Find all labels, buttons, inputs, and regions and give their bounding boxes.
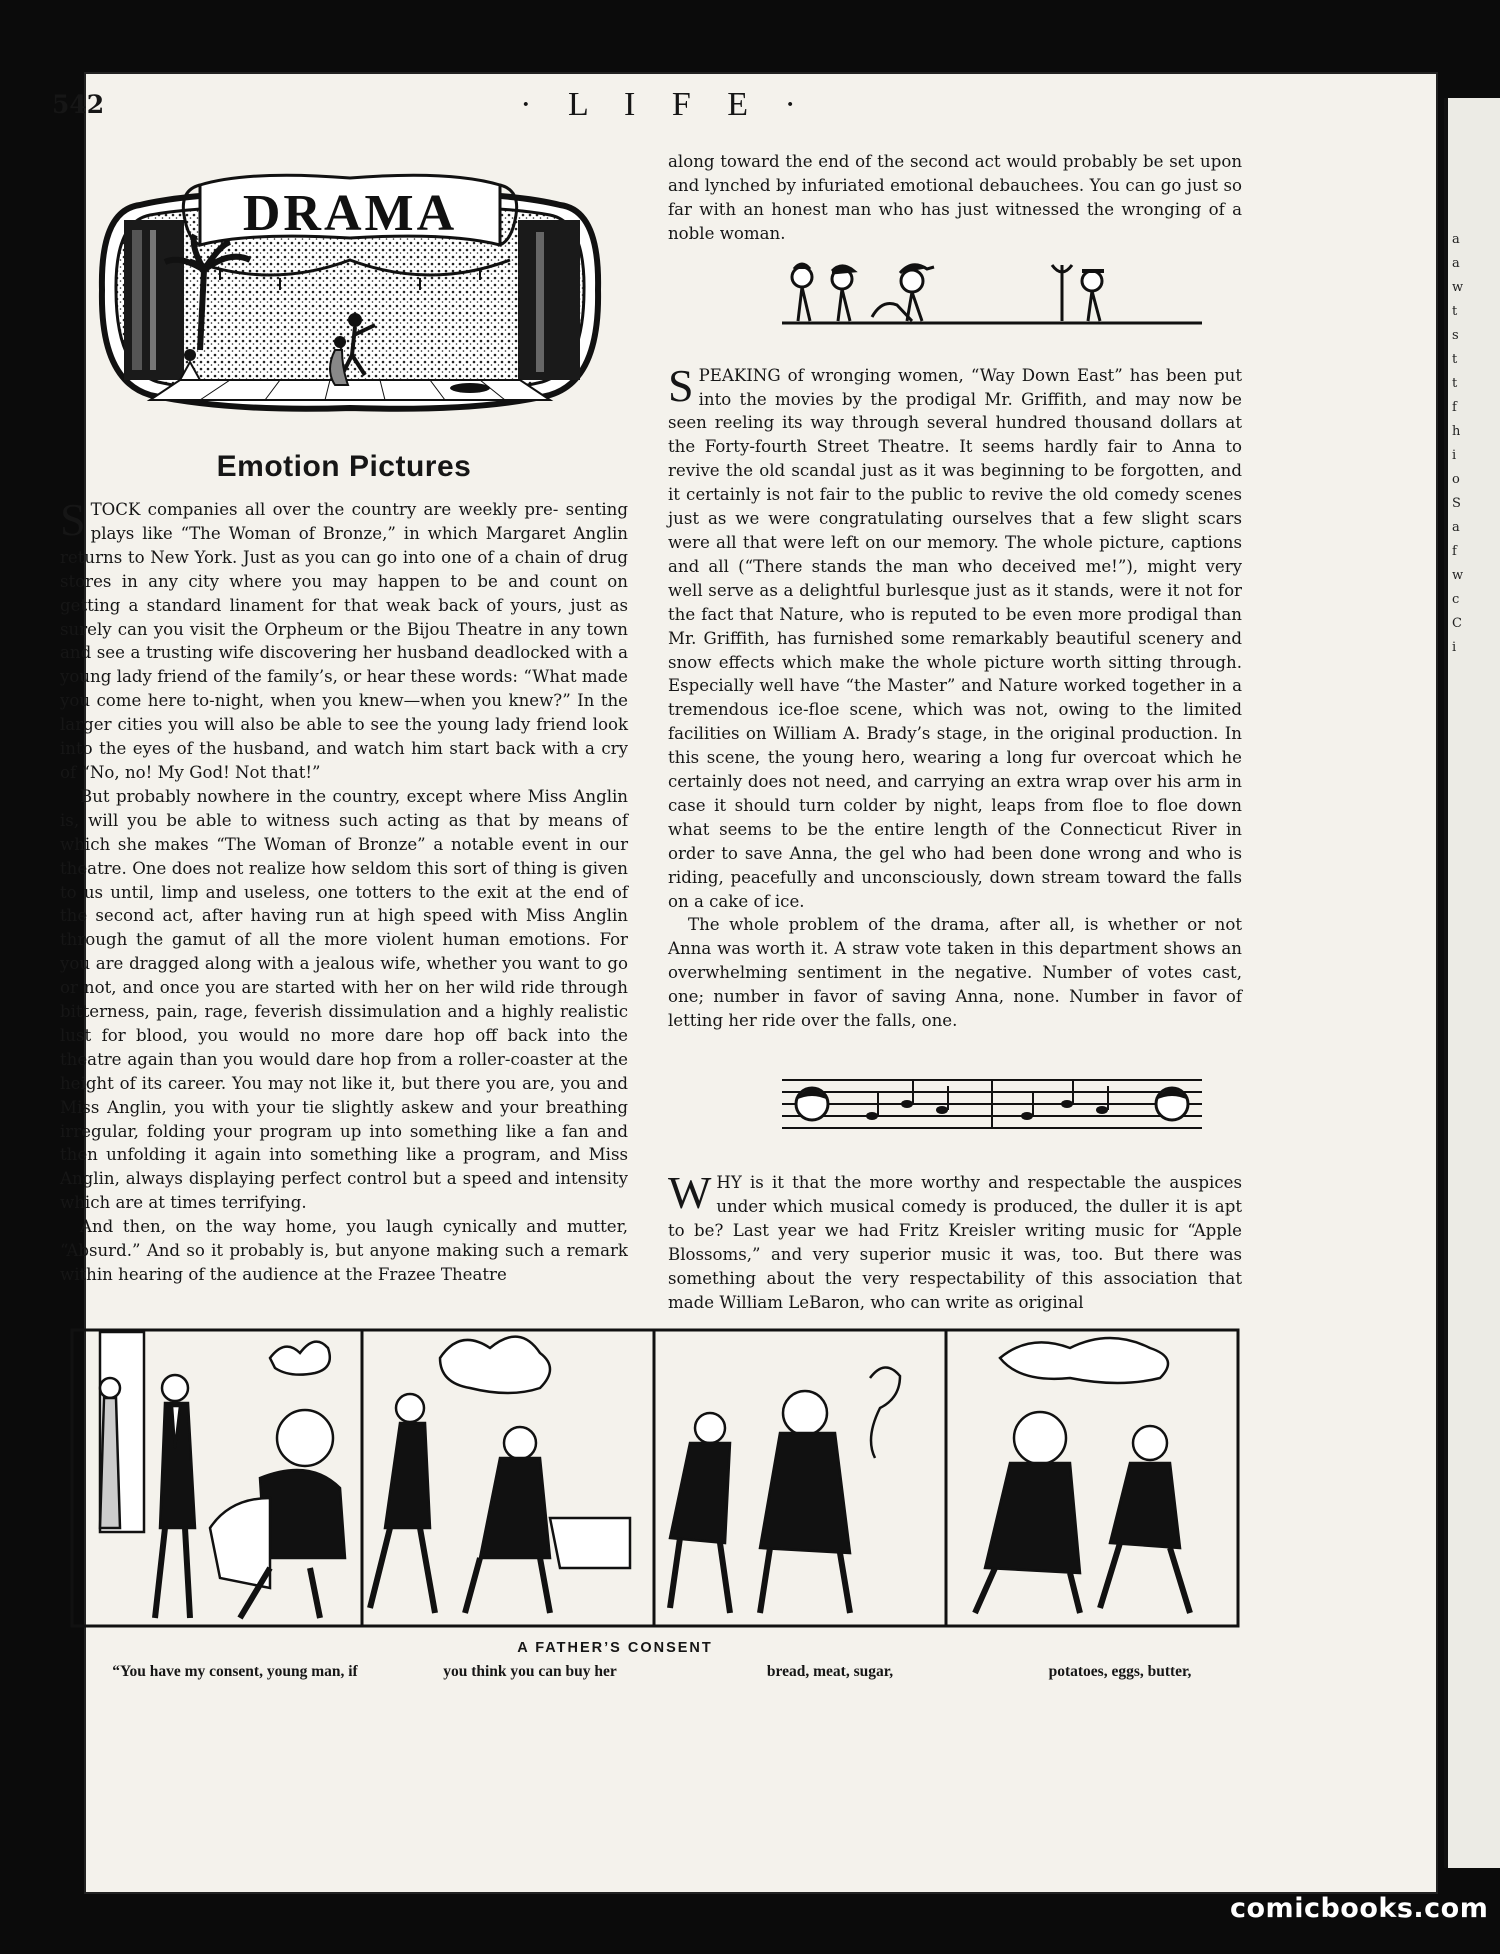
adjacent-page-edge <box>1444 98 1500 1868</box>
drop-cap-s: S <box>60 494 86 545</box>
comic-caption-2: you think you can buy her <box>443 1663 617 1680</box>
paragraph-way-down-east <box>668 359 1242 914</box>
characters-vignette <box>762 255 1222 331</box>
adjacent-page-letter: a <box>1452 520 1460 535</box>
comic-panel-2 <box>370 1337 630 1613</box>
adjacent-page-letter: w <box>1452 280 1464 295</box>
adjacent-page-letter: w <box>1452 568 1464 583</box>
source-watermark: comicbooks.com <box>1230 1893 1489 1924</box>
paragraph-stock-companies <box>60 494 628 785</box>
comic-caption-1: “You have my consent, young man, if <box>112 1663 358 1680</box>
adjacent-page-letter: t <box>1452 376 1458 391</box>
paragraph-text: PEAKING of wronging women, “Way Down East” has been put into the movies by the prodigal Mr. Griffith, and may now be seen reeling its way through several hundred thousand dollars at the Forty-fourth Street Theatre. It seems hardly fair to Anna to revive the old scandal just as it was beginning to be forgotten, and it certainly is not fair to the public to revive the old comedy scenes just as we were congratulating ourselves that a few slight scars were all that were left on our memory. The whole picture, captions and all (“There stands the man who deceived me!”), might very well serve as a delightful burlesque just as it stands, were it not for the fact that Nature, who is reputed to be even more prodigal than Mr. Griffith, has furnished some remarkably beautiful scenery and snow effects which make the whole picture worth sitting through. Especially well have “the Master” and Nature worked together in a tremendous ice-floe scene, which was not, owing to the limited facilities on William A. Brady’s stage, in the original production. In this scene, the young hero, wearing a long fur overcoat which he certainly does not need, and carrying an extra wrap over his arm in case it should turn colder by night, leaps from floe to floe down what seems to be the entire length of the Connecticut River in order to save Anna, the gel who had been done wrong and who is riding, peacefully and unconsciously, down stream toward the falls on a cake of ice. <box>668 365 1242 911</box>
adjacent-page-letter: i <box>1452 640 1457 655</box>
drama-banner-illustration <box>80 150 620 425</box>
article-title: Emotion Pictures <box>216 450 472 483</box>
banner-word: DRAMA <box>242 185 458 242</box>
paragraph-way-home: And then, on the way home, you laugh cynically and mutter, “Absurd.” And so it probably is, but anyone making such a remark within hearing of the audience at the Frazee Theatre <box>60 1217 628 1284</box>
adjacent-page-letter: f <box>1452 400 1457 415</box>
comic-panel-1 <box>100 1332 345 1618</box>
masthead: · L I F E · <box>520 86 810 123</box>
adjacent-page-letters <box>1452 228 1492 660</box>
adjacent-page-letter: i <box>1452 448 1457 463</box>
adjacent-page-letter: s <box>1452 328 1459 343</box>
drop-cap-w: W <box>668 1167 712 1218</box>
paragraph-musical-comedy <box>668 1167 1242 1314</box>
drop-cap-s: S <box>668 359 694 411</box>
adjacent-page-letter: a <box>1452 232 1460 247</box>
comic-caption-4: potatoes, eggs, butter, <box>1048 1663 1192 1680</box>
paragraph-text: TOCK companies all over the country are weekly pre- senting plays like “The Woman of Bronze,” in which Margaret Anglin returns to New York. Just as you can go into one of a chain of drug stores in any city where you may happen to be and count on getting a standard linament for that weak back of yours, just as surely can you visit the Orpheum or the Bijou Theatre in any town and see a trusting wife discovering her husband deadlocked with a young lady friend of the family’s, or hear these words: “What made you come here to-night, when you knew—when you knew?” In the larger cities you will also be able to see the young lady friend look into the eyes of the husband, and watch him start back with a cry of “No, no! My God! Not that!” <box>60 500 628 782</box>
paragraph-text: HY is it that the more worthy and respectable the auspices under which musical comedy is produced, the duller it is apt to be? Last year we had Fritz Kreisler writing music for “Apple Blossoms,” and very superior music it was, too. But there was something about the very respectability of this association that made William LeBaron, who can write as original <box>668 1173 1242 1312</box>
comic-panel-3 <box>670 1367 900 1613</box>
adjacent-page-letter: c <box>1452 592 1460 607</box>
adjacent-page-letter: a <box>1452 256 1460 271</box>
article-left-column <box>60 494 628 1287</box>
adjacent-page-letter: C <box>1452 616 1462 631</box>
adjacent-page-letter: o <box>1452 472 1460 487</box>
adjacent-page-letter: t <box>1452 304 1458 319</box>
music-staff-vignette <box>782 1060 1202 1140</box>
adjacent-page-letter: S <box>1452 496 1461 511</box>
adjacent-page-letter: f <box>1452 544 1457 559</box>
paragraph-miss-anglin: But probably nowhere in the country, except where Miss Anglin is, will you be able to witness such acting as that by means of which she makes “The Woman of Bronze” a notable event in our theatre. One does not realize how seldom this sort of thing is given to us until, limp and useless, one totters to the exit at the end of the second act, after having run at high speed with Miss Anglin through the gamut of all the more violent human emotions. For you are dragged along with a jealous wife, whether you want to go or not, and once you are started with her on her wild ride through bitterness, pain, rage, feverish dissimulation and a highly realistic lust for blood, you would no more dare hop off back into the theatre again than you would dare hop from a roller-coaster at the height of its career. You may not like it, but there you are, you and Miss Anglin, you with your tie slightly askew and your breathing irregular, folding your program up into something like a fan and then unfolding it again into something like a program, and Miss Anglin, always displaying perfect control but a speed and intensity which are at times terrifying. <box>60 786 628 1213</box>
comic-strip <box>70 1328 1240 1630</box>
comic-title: A FATHER’S CONSENT <box>517 1640 713 1656</box>
paragraph-problem-of-drama: The whole problem of the drama, after all, is whether or not Anna was worth it. A straw vote taken in this department shows an overwhelming sentiment in the negative. Number of votes cast, one; number in favor of saving Anna, none. Number in favor of letting her ride over the falls, one. <box>668 915 1242 1031</box>
paragraph-continuation: along toward the end of the second act would probably be set upon and lynched by infuriated emotional debauchees. You can go just so far with an honest man who has just witnessed the wronging of a noble woman. <box>668 152 1242 243</box>
adjacent-page-letter: h <box>1452 424 1461 439</box>
comic-panel-4 <box>975 1338 1190 1613</box>
adjacent-page-letter: t <box>1452 352 1458 367</box>
page-number: 542 <box>52 90 105 119</box>
comic-caption-3: bread, meat, sugar, <box>766 1663 894 1680</box>
